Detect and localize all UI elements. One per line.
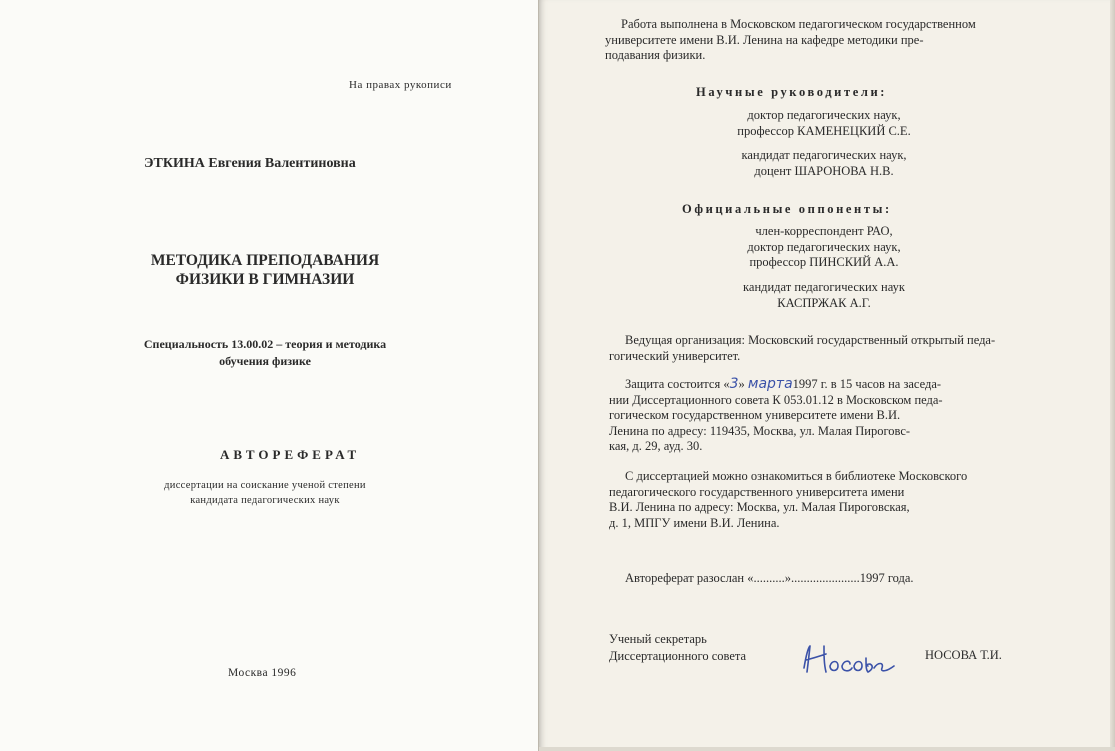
specialty — [110, 336, 420, 370]
supervisor-2 — [709, 148, 939, 179]
title-line-2: ФИЗИКИ В ГИМНАЗИИ — [175, 271, 355, 288]
opponent-2-line-1: кандидат педагогических наук — [743, 280, 905, 294]
supervisor-1 — [709, 108, 939, 139]
defense-line-5: кая, д. 29, ауд. 30. — [609, 439, 703, 453]
lead-line-2: гогический университет. — [609, 348, 741, 363]
abstract-description — [125, 478, 405, 508]
secretary-line-1: Ученый секретарь — [609, 632, 707, 646]
supervisor-1-line-2: профессор КАМЕНЕЦКИЙ С.Е. — [737, 123, 911, 138]
opponent-1 — [709, 224, 939, 271]
supervisor-2-line-2: доцент ШАРОНОВА Н.В. — [754, 163, 894, 178]
library-line-1: С диссертацией можно ознакомиться в библиотеке Московского — [625, 469, 968, 483]
abstract-desc-line-2: кандидата педагогических наук — [190, 495, 340, 506]
supervisors-heading: Научные руководители: — [696, 85, 888, 99]
defense-line-4: Ленина по адресу: 119435, Москва, ул. Малая Пироговс- — [609, 423, 911, 438]
dissertation-title — [100, 251, 430, 289]
abstract-desc-line-1: диссертации на соискание ученой степени — [164, 480, 366, 491]
specialty-line-2: обучения физике — [219, 354, 311, 368]
defense-month-handwritten: марта — [747, 376, 793, 392]
intro-line-2: университете имени В.И. Ленина на кафедре методики пре- — [605, 32, 924, 47]
defense-paragraph — [609, 377, 1034, 455]
defense-line-1 — [609, 377, 1034, 393]
intro-line-1: Работа выполнена в Московском педагогическом государственном — [621, 17, 976, 31]
page-bottom-edge — [539, 747, 1115, 751]
author-name: ЭТКИНА Евгения Валентиновна — [144, 156, 356, 171]
lead-line-1: Ведущая организация: Московский государственный открытый педа- — [625, 333, 996, 347]
defense-day-handwritten: 3 — [729, 376, 739, 392]
defense-mid: » — [738, 377, 748, 391]
library-line-2: педагогического государственного университета имени — [609, 484, 905, 499]
secretary-title — [609, 631, 746, 665]
manuscript-note: На правах рукописи — [349, 79, 452, 91]
opponent-1-line-2: доктор педагогических наук, — [747, 239, 901, 254]
lead-organization — [609, 333, 1034, 364]
title-line-1: МЕТОДИКА ПРЕПОДАВАНИЯ — [150, 252, 380, 269]
city-year: Москва 1996 — [228, 667, 297, 679]
library-line-4: д. 1, МПГУ имени В.И. Ленина. — [609, 515, 780, 530]
defense-line-2: нии Диссертационного совета К 053.01.12 в Московском педа- — [609, 392, 943, 407]
abstract-label: АВТОРЕФЕРАТ — [220, 447, 361, 462]
opponent-1-line-3: профессор ПИНСКИЙ А.А. — [749, 255, 899, 269]
opponent-2 — [709, 280, 939, 311]
library-line-3: В.И. Ленина по адресу: Москва, ул. Малая Пироговская, — [609, 500, 910, 514]
library-paragraph — [609, 469, 1034, 531]
intro-paragraph — [605, 17, 1035, 64]
right-page — [538, 0, 1115, 751]
left-page — [0, 0, 538, 751]
defense-line-3: гогическом государственном университете имени В.И. — [609, 408, 901, 422]
supervisor-1-line-1: доктор педагогических наук, — [747, 108, 901, 122]
supervisor-2-line-1: кандидат педагогических наук, — [741, 148, 907, 162]
mailed-note: Автореферат разослан «..........»......................1997 года. — [625, 571, 914, 585]
defense-prefix: Защита состоится « — [625, 377, 730, 391]
opponent-1-line-1: член-корреспондент РАО, — [755, 224, 893, 238]
page-edge — [1110, 0, 1115, 751]
opponent-2-line-2: КАСПРЖАК А.Г. — [777, 295, 871, 310]
specialty-line-1: Специальность 13.00.02 – теория и методика — [143, 337, 387, 351]
handwritten-signature — [794, 636, 904, 681]
secretary-line-2: Диссертационного совета — [609, 649, 747, 663]
intro-line-3: подавания физики. — [605, 48, 706, 62]
defense-suffix: 1997 г. в 15 часов на заседа- — [792, 377, 942, 391]
opponents-heading: Официальные оппоненты: — [682, 202, 892, 216]
secretary-name: НОСОВА Т.И. — [925, 648, 1002, 662]
